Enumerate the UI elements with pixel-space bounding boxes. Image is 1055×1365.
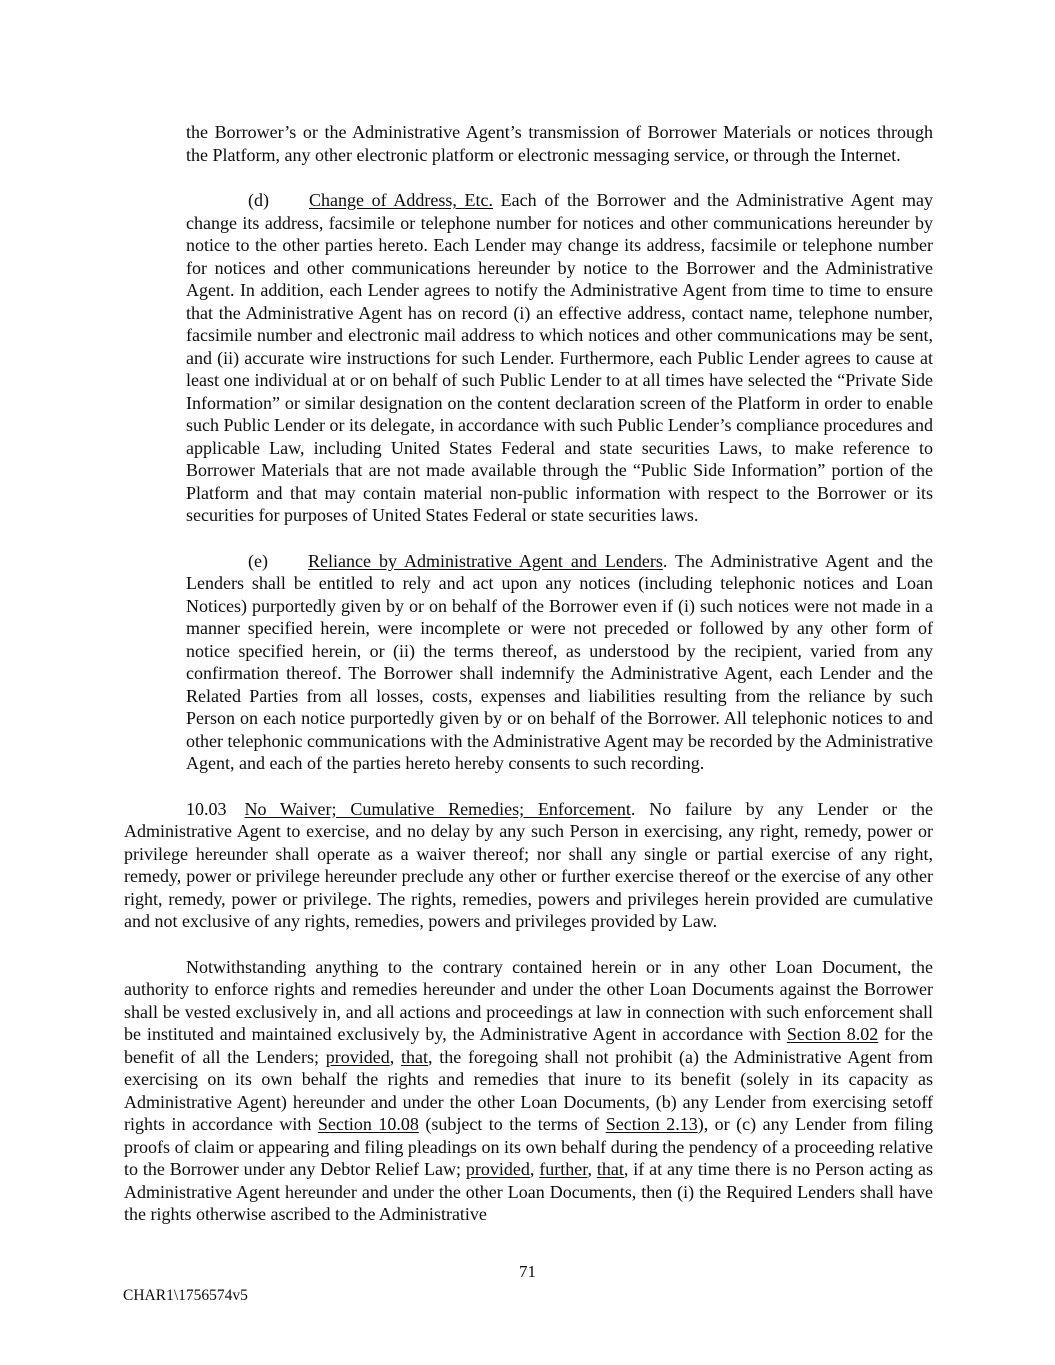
paragraph-e-reliance-by-administrative-agent bbox=[186, 550, 933, 775]
document-footer-id: CHAR1\1756574v5 bbox=[123, 1287, 248, 1304]
page-number: 71 bbox=[519, 1262, 536, 1281]
text-run: the Borrower’s or the Administrative Agent’s transmission of Borrower Materials or notices through the Platform, any other electronic platform or electronic messaging service, or through the Internet. bbox=[186, 122, 933, 165]
underlined-text-run: provided bbox=[325, 1046, 390, 1067]
underlined-text-run: Change of Address, Etc. bbox=[309, 190, 493, 210]
text-run: Notwithstanding anything to the contrary contained herein or in any other Loan Document, the authority to enforce rights and remedies hereunder and under the other Loan Documents against the Borrower shall be vested exclusively in, and all actions and proceedings at law in connection with such enforcement shall be instituted and maintained exclusively by, the Administrative Agent in accordance with bbox=[124, 956, 933, 1044]
paragraph-transmission-continuation bbox=[186, 121, 933, 166]
text-run: , bbox=[389, 1046, 401, 1067]
text-run: for the benefit of all the Lenders; bbox=[124, 1024, 933, 1067]
text-run: (e) bbox=[248, 550, 268, 571]
document-body bbox=[124, 121, 933, 1249]
underlined-text-run: No Waiver; Cumulative Remedies; Enforcement bbox=[244, 798, 631, 819]
text-run: , if at any time there is no Person acting as Administrative Agent hereunder and under the other Loan Documents, then (i) the Required Lenders shall have the rights otherwise ascribed to the Administrative bbox=[124, 1159, 934, 1224]
underlined-text-run: Section 8.02 bbox=[786, 1024, 879, 1044]
text-run: , bbox=[587, 1159, 597, 1179]
underlined-text-run: Reliance by Administrative Agent and Lenders bbox=[307, 550, 663, 571]
paragraph-d-change-of-address bbox=[186, 189, 933, 527]
underlined-text-run: Section 10.08 bbox=[317, 1114, 419, 1134]
text-run: , bbox=[529, 1159, 540, 1179]
text-run: (d) bbox=[248, 190, 269, 210]
text-run: (subject to the terms of bbox=[418, 1114, 606, 1134]
text-run: . The Administrative Agent and the Lenders shall be entitled to rely and act upon any notices (including telephonic notices and Loan Notices) purportedly given by or on behalf of the Borrower even if (i) such notices were not made in a manner specified herein, were incomplete or were not preceded or followed by any other form of notice specified herein, or (ii) the terms thereof, as understood by the recipient, varied from any confirmation thereof. The Borrower shall indemnify the Administrative Agent, each Lender and the Related Parties from all losses, costs, expenses and liabilities resulting from the reliance by such Person on each notice purportedly given by or on behalf of the Borrower. All telephonic notices to and other telephonic communications with the Administrative Agent may be recorded by the Administrative Agent, and each of the parties hereto hereby consents to such recording. bbox=[186, 550, 933, 773]
text-run: 10.03 bbox=[186, 798, 227, 819]
text-run: . No failure by any Lender or the Administrative Agent to exercise, and no delay by any such Person in exercising, any right, remedy, power or privilege hereunder shall operate as a waiver thereof; nor shall any single or partial exercise of any right, remedy, power or privilege hereunder preclude any other or further exercise thereof or the exercise of any other right, remedy, power or privilege. The rights, remedies, powers and privileges herein provided are cumulative and not exclusive of any rights, remedies, powers and privileges provided by Law. bbox=[124, 798, 933, 931]
text-run: ), or (c) any Lender from filing proofs of claim or appearing and filing pleadings on its own behalf during the pendency of a proceeding relative to the Borrower under any Debtor Relief Law; bbox=[124, 1114, 934, 1179]
text-run: , the foregoing shall not prohibit (a) the Administrative Agent from exercising on its own behalf the rights and remedies that inure to its benefit (solely in its capacity as Administrative Agent) hereunder and under the other Loan Documents, (b) any Lender from exercising setoff rights in accordance with bbox=[124, 1046, 933, 1134]
underlined-text-run: that bbox=[596, 1159, 624, 1179]
underlined-text-run: Section 2.13 bbox=[605, 1114, 698, 1134]
paragraph-enforcement-notwithstanding bbox=[124, 956, 933, 1226]
underlined-text-run: further bbox=[539, 1159, 588, 1179]
underlined-text-run: that bbox=[400, 1046, 428, 1067]
section-10-03-no-waiver bbox=[124, 798, 933, 933]
underlined-text-run: provided bbox=[465, 1159, 530, 1179]
text-run: Each of the Borrower and the Administrative Agent may change its address, facsimile or telephone number for notices and other communications hereunder by notice to the other parties hereto. Each Lender may change its address, facsimile or telephone number for notices and other communications hereunder by notice to the Borrower and the Administrative Agent. In addition, each Lender agrees to notify the Administrative Agent from time to time to ensure that the Administrative Agent has on record (i) an effective address, contact name, telephone number, facsimile number and electronic mail address to which notices and other communications may be sent, and (ii) accurate wire instructions for such Lender. Furthermore, each Public Lender agrees to cause at least one individual at or on behalf of such Public Lender to at all times have selected the “Private Side Information” or similar designation on the content declaration screen of the Platform in order to enable such Public Lender or its delegate, in accordance with such Public Lender’s compliance procedures and applicable Law, including United States Federal and state securities Laws, to make reference to Borrower Materials that are not made available through the “Public Side Information” portion of the Platform and that may contain material non-public information with respect to the Borrower or its securities for purposes of United States Federal or state securities laws. bbox=[186, 190, 933, 525]
